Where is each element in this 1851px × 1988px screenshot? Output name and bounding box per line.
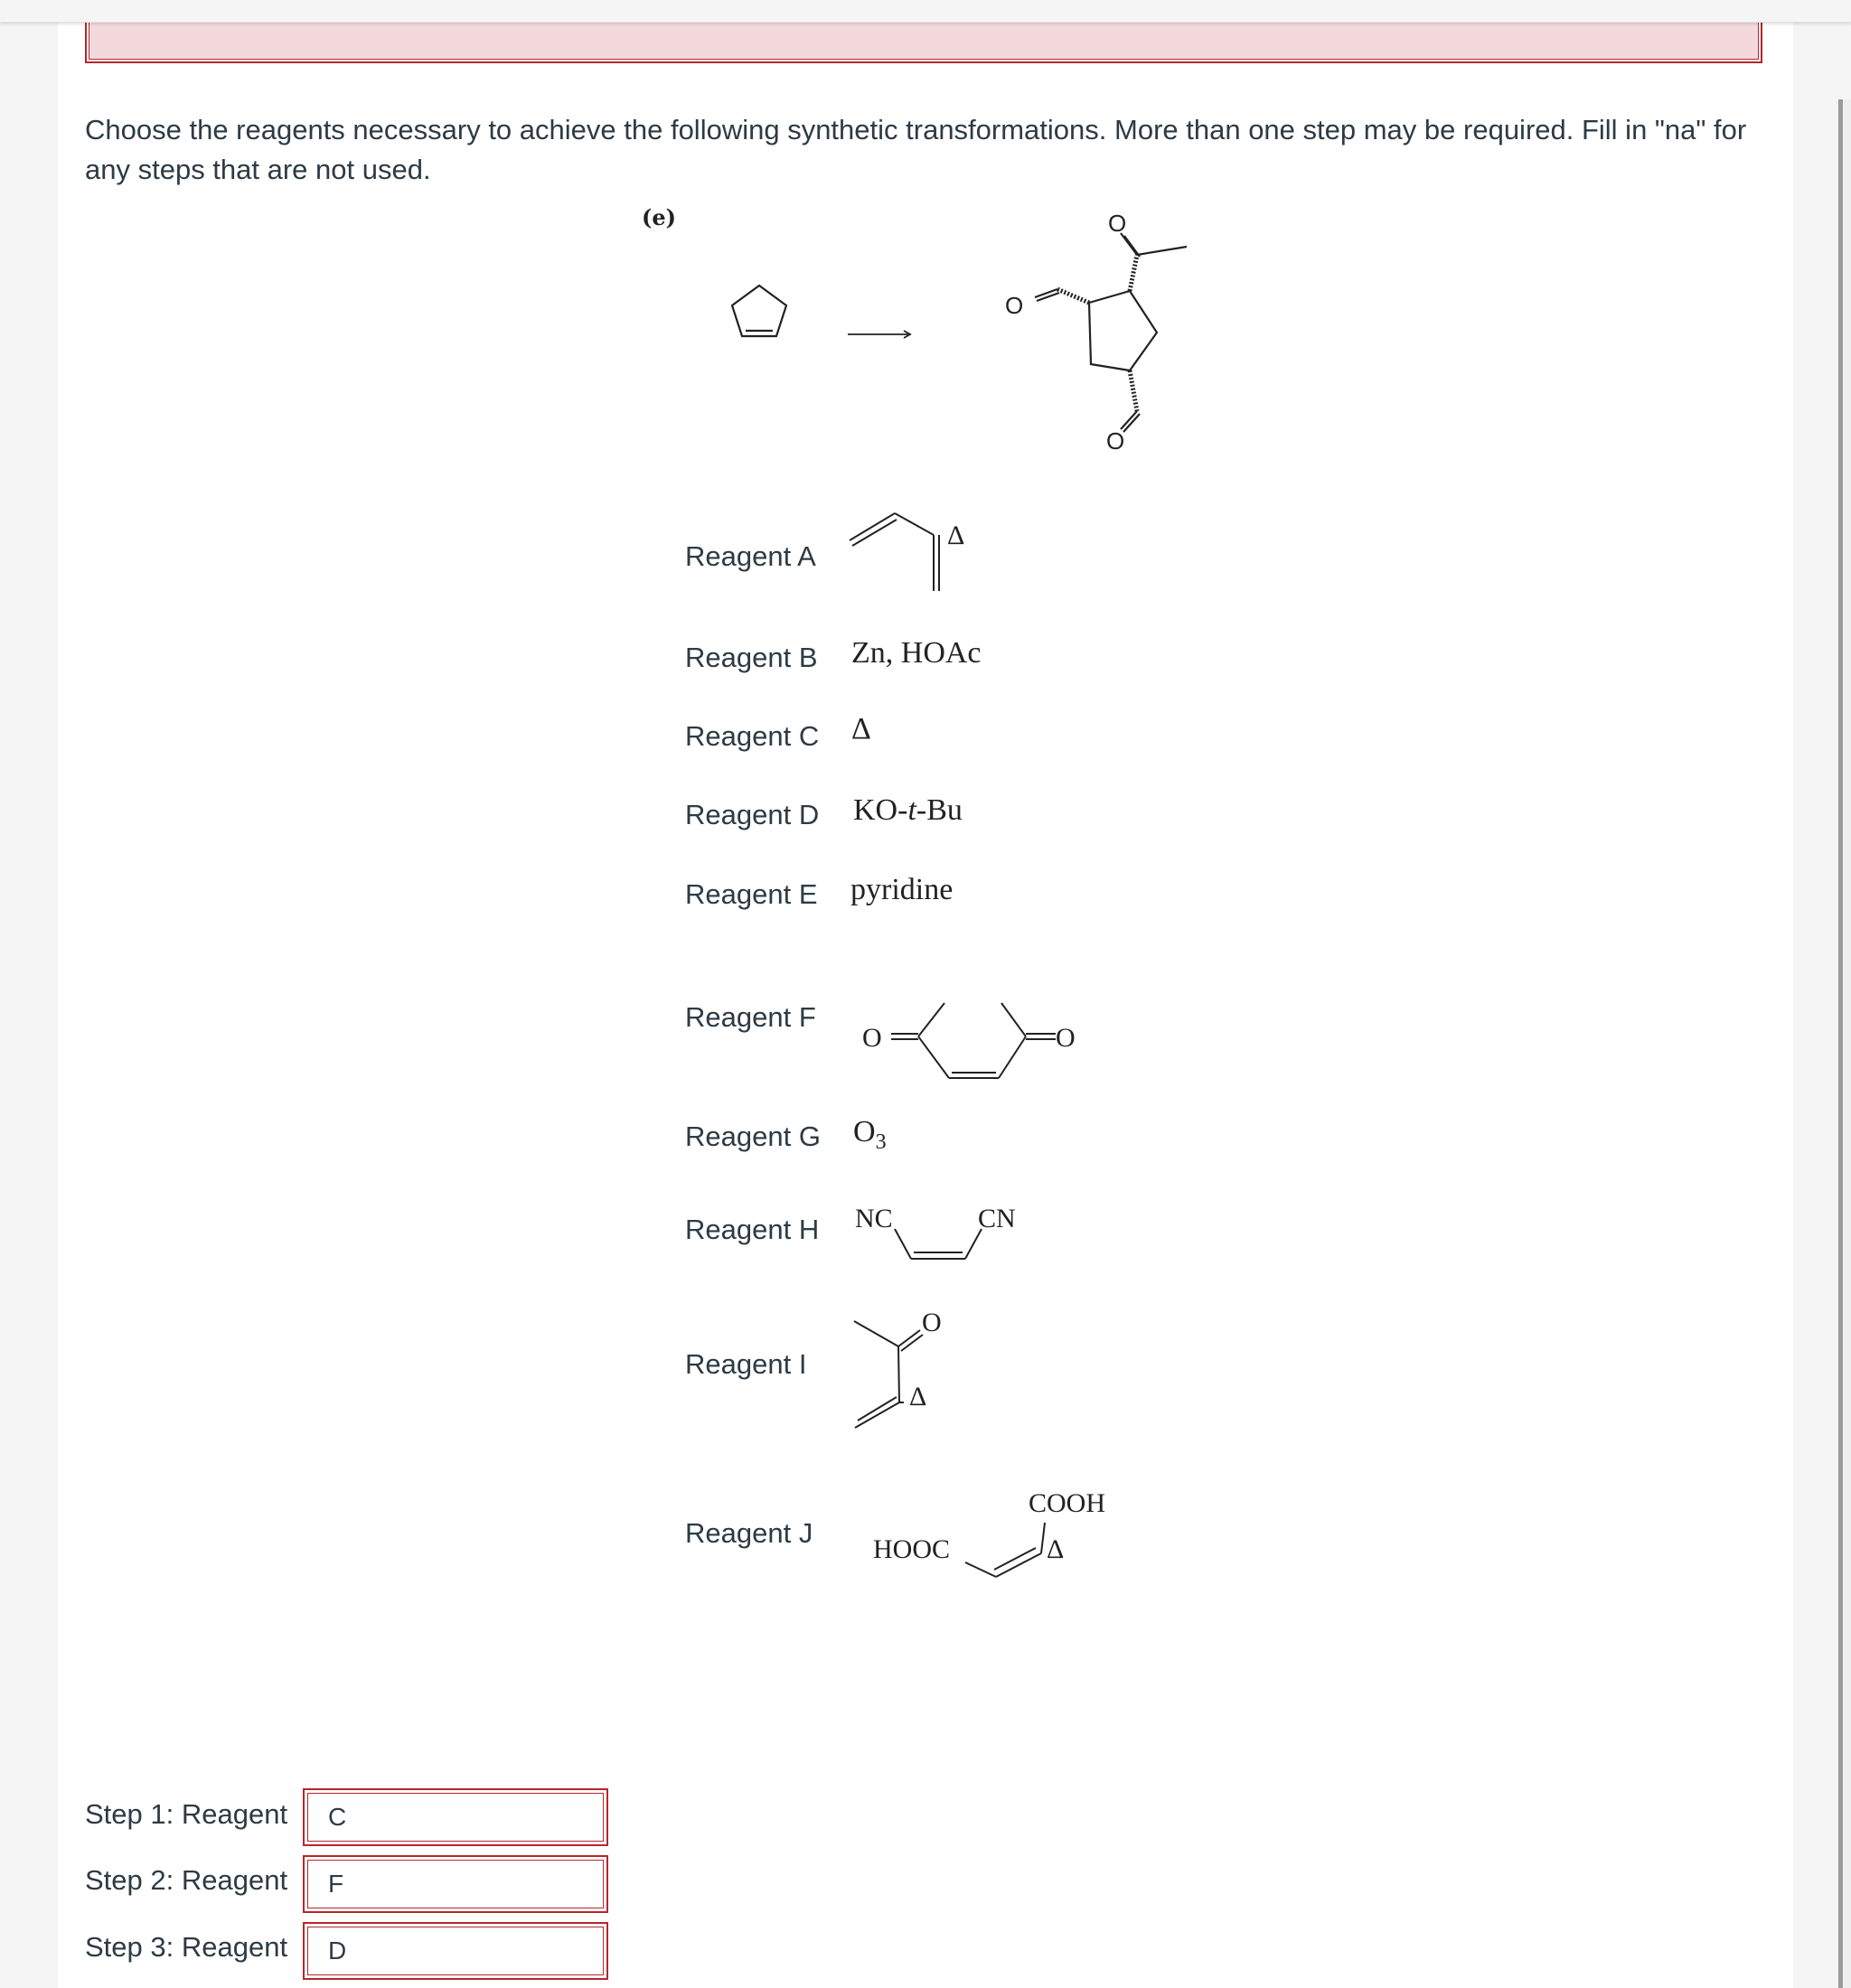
reagent-h-group-right: CN xyxy=(978,1204,1016,1233)
reagent-b-formula: Zn, HOAc xyxy=(851,636,982,670)
reagent-j-group-right: COOH xyxy=(1029,1488,1106,1518)
reagent-d-formula xyxy=(853,793,963,828)
step-3-input[interactable]: D xyxy=(303,1922,608,1980)
reagent-a-label: Reagent A xyxy=(685,540,816,572)
reagent-d-suffix: -Bu xyxy=(916,793,963,827)
part-label: (e) xyxy=(642,204,676,230)
reagent-g-subscript: 3 xyxy=(875,1130,887,1154)
reagent-f-structure xyxy=(859,985,1094,1089)
reagent-f-oxygen-left: O xyxy=(862,1023,882,1053)
reagent-f-label: Reagent F xyxy=(685,1001,816,1033)
scroll-track xyxy=(1844,99,1851,1988)
reagent-b-label: Reagent B xyxy=(685,642,818,673)
reagent-j-group-left: HOOC xyxy=(873,1534,951,1564)
product-structure xyxy=(1035,233,1187,432)
reagent-h-structure xyxy=(850,1195,1030,1276)
reaction-scheme xyxy=(669,199,1229,470)
step-2-label: Step 2: Reagent xyxy=(85,1864,288,1896)
reaction-arrow xyxy=(848,331,910,338)
question-prompt: Choose the reagents necessary to achieve the following synthetic transformations. More than one step may be required. Fill in "na" for any steps that are not used. xyxy=(85,114,1747,185)
cyclopentene-structure xyxy=(732,286,786,336)
reagent-a-structure xyxy=(845,508,981,598)
scrollbar[interactable] xyxy=(1838,99,1843,1988)
reagent-i-structure xyxy=(850,1301,976,1437)
reagent-e-label: Reagent E xyxy=(685,878,818,910)
reagent-f-oxygen-right: O xyxy=(1056,1023,1076,1053)
reagent-h-group-left: NC xyxy=(855,1204,893,1233)
reagent-e-formula: pyridine xyxy=(850,873,954,906)
step-3-label: Step 3: Reagent xyxy=(85,1931,288,1963)
reagent-j-label: Reagent J xyxy=(685,1517,813,1549)
product-oxygen-bottom: O xyxy=(1106,427,1125,455)
reagent-h-label: Reagent H xyxy=(685,1214,820,1245)
step-2-input[interactable]: F xyxy=(303,1855,608,1913)
reagent-g-formula xyxy=(853,1115,887,1155)
reagent-j-condition: Δ xyxy=(1047,1534,1065,1564)
reagent-j-structure xyxy=(868,1477,1130,1586)
product-oxygen-top: O xyxy=(1108,210,1127,237)
reagent-d-label: Reagent D xyxy=(685,799,820,830)
reagent-d-italic: t xyxy=(907,793,916,827)
reagent-i-condition: Δ xyxy=(909,1382,927,1411)
reagent-c-label: Reagent C xyxy=(685,720,820,752)
reagent-a-condition: Δ xyxy=(947,520,965,550)
reagent-d-prefix: KO- xyxy=(853,793,908,827)
reagent-g-text: O xyxy=(853,1115,876,1149)
step-1-label: Step 1: Reagent xyxy=(85,1798,288,1830)
product-oxygen-left: O xyxy=(1005,292,1024,319)
step-1-input[interactable]: C xyxy=(303,1788,608,1846)
top-bar xyxy=(0,0,1851,23)
reagent-i-oxygen: O xyxy=(922,1308,942,1337)
reagent-c-formula: Δ xyxy=(851,712,871,746)
reagent-i-label: Reagent I xyxy=(685,1348,807,1380)
reagent-g-label: Reagent G xyxy=(685,1121,821,1152)
